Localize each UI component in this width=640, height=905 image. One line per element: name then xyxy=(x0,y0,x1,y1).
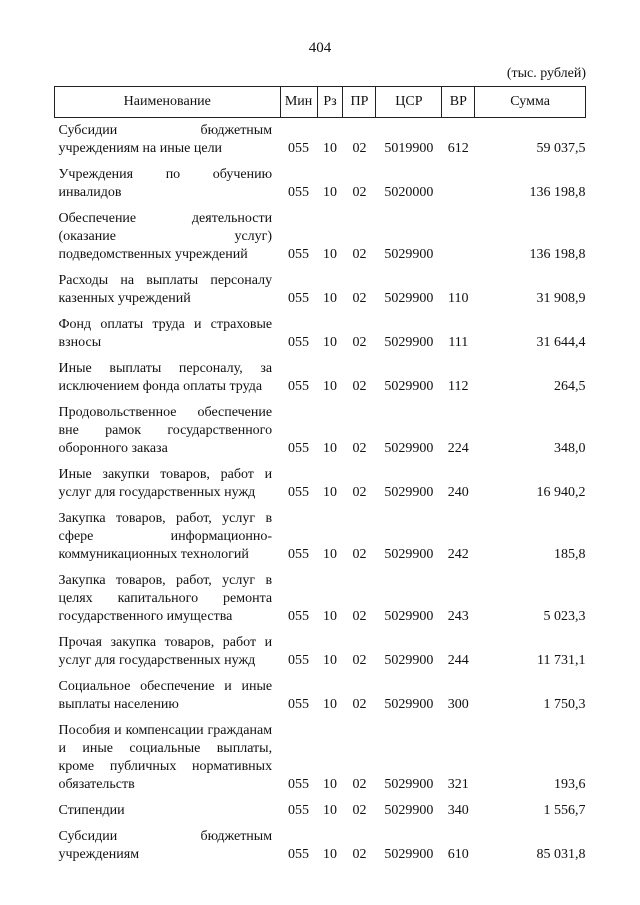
cell-min: 055 xyxy=(288,247,310,262)
header-sum: Сумма xyxy=(475,87,586,118)
table-header-row xyxy=(55,87,586,118)
cell-vr: 112 xyxy=(448,379,469,394)
cell-min: 055 xyxy=(288,185,310,200)
cell-pr: 02 xyxy=(352,247,367,262)
cell-rz: 10 xyxy=(323,653,337,668)
cell-name: Субсидии бюджетным учреждениям xyxy=(58,829,273,862)
cell-min: 055 xyxy=(288,141,310,156)
cell-pr: 02 xyxy=(352,697,367,712)
cell-name: Продовольственное обеспечение вне рамок государственного оборонного заказа xyxy=(58,405,273,456)
cell-name: Обеспечение деятельности (оказание услуг) подведомственных учреждений xyxy=(58,211,273,262)
cell-csr: 5029900 xyxy=(384,247,434,262)
cell-csr: 5029900 xyxy=(384,847,434,862)
cell-pr: 02 xyxy=(352,141,367,156)
cell-rz: 10 xyxy=(323,141,337,156)
cell-sum: 5 023,3 xyxy=(543,609,586,624)
table-body xyxy=(55,118,586,869)
table-row xyxy=(55,400,586,462)
cell-sum: 1 750,3 xyxy=(543,697,586,712)
cell-pr: 02 xyxy=(352,379,367,394)
cell-name: Субсидии бюджетным учреждениям на иные цели xyxy=(58,123,273,156)
cell-csr: 5029900 xyxy=(384,697,434,712)
cell-sum: 348,0 xyxy=(554,441,586,456)
table-row xyxy=(55,118,586,163)
table-row xyxy=(55,718,586,798)
cell-vr: 110 xyxy=(448,291,469,306)
cell-vr xyxy=(442,162,475,206)
cell-vr: 243 xyxy=(447,609,469,624)
table-row xyxy=(55,824,586,868)
cell-sum: 1 556,7 xyxy=(543,803,586,818)
cell-pr: 02 xyxy=(352,547,367,562)
cell-pr: 02 xyxy=(352,847,367,862)
cell-vr: 244 xyxy=(447,653,469,668)
cell-rz: 10 xyxy=(323,547,337,562)
table-row xyxy=(55,206,586,268)
cell-sum: 11 731,1 xyxy=(537,653,586,668)
table-row xyxy=(55,268,586,312)
table-row xyxy=(55,674,586,718)
cell-csr: 5029900 xyxy=(384,291,434,306)
cell-name: Закупка товаров, работ, услуг в целях капитального ремонта государственного имущества xyxy=(58,573,273,624)
cell-name: Иные закупки товаров, работ и услуг для государственных нужд xyxy=(58,467,273,500)
cell-sum: 85 031,8 xyxy=(536,847,586,862)
cell-rz: 10 xyxy=(323,185,337,200)
cell-rz: 10 xyxy=(323,847,337,862)
cell-vr xyxy=(442,206,475,268)
cell-sum: 193,6 xyxy=(554,777,586,792)
cell-vr: 612 xyxy=(447,141,469,156)
cell-csr: 5019900 xyxy=(384,141,434,156)
cell-pr: 02 xyxy=(352,185,367,200)
cell-min: 055 xyxy=(288,485,310,500)
cell-rz: 10 xyxy=(323,291,337,306)
cell-csr: 5029900 xyxy=(384,379,434,394)
cell-csr: 5029900 xyxy=(384,547,434,562)
cell-vr: 240 xyxy=(447,485,469,500)
cell-rz: 10 xyxy=(323,697,337,712)
cell-name: Расходы на выплаты персоналу казенных учреждений xyxy=(58,273,273,306)
cell-rz: 10 xyxy=(323,803,337,818)
cell-csr: 5029900 xyxy=(384,653,434,668)
cell-vr: 242 xyxy=(447,547,469,562)
cell-min: 055 xyxy=(288,609,310,624)
cell-rz: 10 xyxy=(323,335,337,350)
cell-pr: 02 xyxy=(352,609,367,624)
cell-name: Прочая закупка товаров, работ и услуг для государственных нужд xyxy=(58,635,273,668)
cell-name: Стипендии xyxy=(58,803,125,818)
cell-name: Иные выплаты персоналу, за исключением фонда оплаты труда xyxy=(58,361,273,394)
cell-csr: 5029900 xyxy=(384,803,434,818)
cell-pr: 02 xyxy=(352,291,367,306)
table-row xyxy=(55,506,586,568)
cell-name: Пособия и компенсации гражданам и иные социальные выплаты, кроме публичных нормативных обязательств xyxy=(58,723,273,792)
header-min: Мин xyxy=(280,87,317,118)
cell-csr: 5029900 xyxy=(384,441,434,456)
cell-min: 055 xyxy=(288,335,310,350)
cell-min: 055 xyxy=(288,547,310,562)
cell-rz: 10 xyxy=(323,441,337,456)
units-label: (тыс. рублей) xyxy=(506,66,586,81)
table-row xyxy=(55,356,586,400)
cell-name: Закупка товаров, работ, услуг в сфере информационно-коммуникационных технологий xyxy=(58,511,273,562)
cell-vr: 321 xyxy=(447,777,469,792)
page-number: 404 xyxy=(308,40,332,56)
cell-min: 055 xyxy=(288,291,310,306)
cell-vr: 610 xyxy=(447,847,469,862)
table-row xyxy=(55,798,586,824)
cell-name: Социальное обеспечение и иные выплаты населению xyxy=(58,679,273,712)
cell-vr: 300 xyxy=(447,697,469,712)
cell-rz: 10 xyxy=(323,485,337,500)
cell-name: Фонд оплаты труда и страховые взносы xyxy=(58,317,273,350)
cell-sum: 136 198,8 xyxy=(529,247,586,262)
cell-sum: 31 908,9 xyxy=(536,291,586,306)
cell-min: 055 xyxy=(288,441,310,456)
table-row xyxy=(55,630,586,674)
table-row xyxy=(55,312,586,356)
cell-min: 055 xyxy=(288,697,310,712)
header-pr: ПР xyxy=(343,87,376,118)
header-vr: ВР xyxy=(442,87,475,118)
cell-sum: 59 037,5 xyxy=(536,141,586,156)
cell-min: 055 xyxy=(288,847,310,862)
cell-pr: 02 xyxy=(352,777,367,792)
cell-min: 055 xyxy=(288,379,310,394)
table-row xyxy=(55,568,586,630)
header-name: Наименование xyxy=(55,87,281,118)
cell-csr: 5029900 xyxy=(384,609,434,624)
table-row xyxy=(55,462,586,506)
cell-sum: 136 198,8 xyxy=(529,185,586,200)
cell-sum: 264,5 xyxy=(554,379,586,394)
cell-pr: 02 xyxy=(352,653,367,668)
cell-name: Учреждения по обучению инвалидов xyxy=(58,167,273,200)
cell-rz: 10 xyxy=(323,609,337,624)
cell-csr: 5020000 xyxy=(384,185,434,200)
header-rz: Рз xyxy=(317,87,343,118)
cell-rz: 10 xyxy=(323,777,337,792)
header-csr: ЦСР xyxy=(376,87,442,118)
cell-pr: 02 xyxy=(352,335,367,350)
cell-csr: 5029900 xyxy=(384,777,434,792)
cell-sum: 31 644,4 xyxy=(536,335,586,350)
cell-rz: 10 xyxy=(323,379,337,394)
cell-vr: 224 xyxy=(447,441,469,456)
cell-pr: 02 xyxy=(352,485,367,500)
cell-vr: 340 xyxy=(447,803,469,818)
cell-min: 055 xyxy=(288,777,310,792)
cell-sum: 16 940,2 xyxy=(536,485,586,500)
table-row xyxy=(55,162,586,206)
cell-min: 055 xyxy=(288,803,310,818)
cell-sum: 185,8 xyxy=(554,547,586,562)
cell-pr: 02 xyxy=(352,441,367,456)
cell-vr: 111 xyxy=(448,335,469,350)
cell-rz: 10 xyxy=(323,247,337,262)
cell-csr: 5029900 xyxy=(384,335,434,350)
cell-pr: 02 xyxy=(352,803,367,818)
cell-min: 055 xyxy=(288,653,310,668)
cell-csr: 5029900 xyxy=(384,485,434,500)
budget-table xyxy=(54,86,586,868)
